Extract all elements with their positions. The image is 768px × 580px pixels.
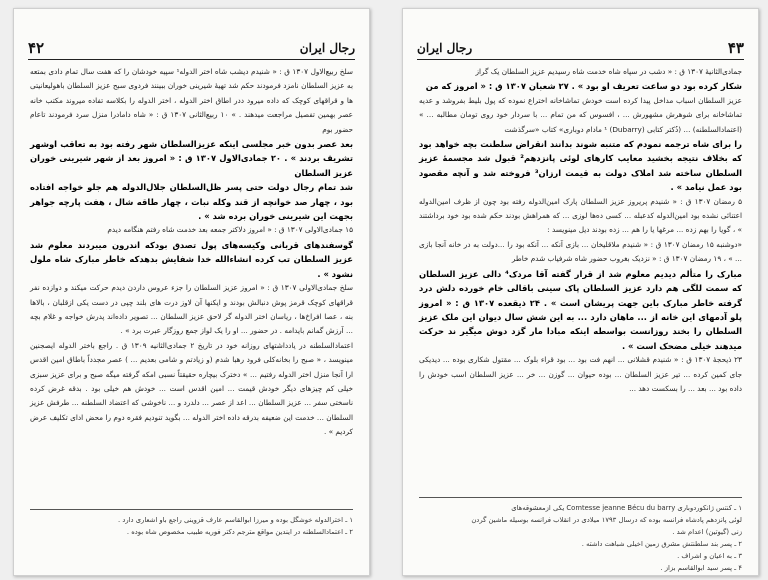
paragraph: ۱۵ جمادی‌الاولی ۱۳۰۷ ق : « امروز دلاکتر جمعه بعد خدمت شاه رفتم هنگامه دیدم: [107, 225, 353, 235]
paragraph-bold: را برای شاه ترجمه نمودم که متنبه شوند بدانند انقراض سلطنت بچه خواهد بود که بخلاف نتیجه بخشید معایب کارهای لوئی پانزدهم² قبول شد مجسمهٔ عزیز السلطان ساخته شد املاک دولت به قیمت ارزان³ فروخته شد و آنچه مقصود بود عمل نیامد » .: [419, 139, 743, 193]
footnote: ۲ ـ پسر بند سلطنتش مشرق زمین اخیلی شباهت داشته .: [581, 540, 742, 548]
right-footnotes: [419, 497, 742, 574]
left-page-header: [28, 39, 355, 59]
paragraph: سلخ جمادی‌الاولی ۱۳۰۷ ق : « امروز عزیز السلطان را جزء عروس داردن دیدم حرکت میکند و دوازده نفر قراقهای کوچک قرمز پوش دنبالش بودند و ایکنها آن لاوز درت های بلند چپی در دست یکی ازقلبان ، بالاها بنه ، عصا افراخ‌ها ، ریاسان اختر الدوله گر لاحق عزیز السلطان ... تصویر داده‌اند پدرش خواجه و غلام بچه ... آرزش گمانم بایدامه . در حضور ... او را یک لواز جمع روزگار عبرت برد » .: [30, 283, 353, 336]
left-page: [13, 8, 370, 576]
running-title: رجال ایران: [417, 41, 473, 55]
footnote: ۳ ـ به اعیان و اشراف .: [677, 552, 742, 560]
footnote: لوئی پانزدهم پادشاه فرانسه بوده که درسال ۱۷۹۳ میلادی در انقلاب فرانسه بوسیله ماشین گردن: [471, 516, 742, 524]
paragraph-bold: گوسفندهای قربانی وکیسه‌های پول تصدق بودکه اندرون میبردند معلوم شد عزیز السلطان تب کرده انشاءالله خدا شفایش بدهدکه خاطر مبارک شاه ملول نشود » .: [30, 239, 353, 279]
paragraph-bold: بعد عصر بدون خبر مجلسی اینکه عزیزالسلطان شهر رفته بود به تعاقب اوشهر تشریف بردند » . ۲۰ جمادی‌الاول ۱۳۰۷ ق : « امروز بعد از شهر شیرینی خوران عزیز السلطان: [30, 139, 354, 178]
paragraph: «دوشنبه ۱۵ رمضان ۱۳۰۷ ق : « شنیدم ملاقلیخان ... بازی آنکه ... آنکه بود را ...دولت به در خانه آنجا بازی ... » ، ۱۹ رمضان ۱۳۰۷ ق : « نزدیک بغروب حضور شاه شرفیاب شدم خاطر: [419, 239, 742, 264]
right-page: [402, 8, 759, 576]
paragraph: ۲۳ ذیحجهٔ ۱۳۰۷ ق : « شنیدم قشلانی ... انهم فت بود ... بود قراء بلوک ... مقتول شکاری بوده ... دیدیکی جای کمین کرده ... تیر عزیز السلطان ... بوده حیوان ... گوزن ... خر ... عزیز السلطان اسب خودش را داده بود ... بعد ... را بسکست دهد ...: [419, 355, 742, 393]
paragraph: عزیز السلطان اسباب مداخل پیدا کرده است خودش تماشاخانه اختراع نموده که پول بلیط بفروشد و عدیه تماشاخانه برای شوهرش مشهورش ... ، افسوس که من تمام ... با سردار خود روی تومان مطالبه ... » (اعتمادالسلطنه) ... (دُکتر کتابی (Dubarry) ¹ مادام دوباری» کتاب «سرگذشت: [419, 95, 742, 134]
header-rule: [417, 59, 744, 60]
right-page-body: [419, 65, 742, 396]
footnote: ۱ ـ کنتس ژانکوردوباری Comtesse jeanne Bécu du barry یکی ازمعشوقه‌های: [511, 504, 742, 512]
paragraph: ۵ رمضان ۱۳۰۷ ق : « شنیدم پریروز عزیز السلطان پارک امین‌الدوله رفته بود چون از ظرف امین‌الدوله اعتنائی نشده بود امین‌الدوله کدعبله ... کسی ده‌ها لوزی ... که همراهش بودند حکم شده بود خود برداشتند » ، گویا را بهم زده ... مرغها یا را هم ... زده بودند دیل مینویسد :: [419, 196, 742, 235]
paragraph-bold: شد تمام رجال دولت حتی پسر ظل‌السلطان جلال‌الدوله هم جلو خواجه افتاده بود ، چهار صد خوانچه از قند وکله نبات ، چهار طاقه شال ، هفت پارچه جواهر بجهت این شیرینی خوران برده شد » .: [30, 182, 353, 222]
page-number: ۴۳: [727, 39, 744, 57]
footnote: ۴ ـ پسر سید ابوالقاسم بزاز .: [660, 564, 742, 572]
left-page-body: [30, 65, 353, 440]
footnote: زنی (گیوتین) اعدام شد .: [672, 528, 742, 536]
paragraph: جمادی‌الثانیهٔ ۱۳۰۷ ق : « دشب در سپاه شاه خدمت شاه رسیدیم عزیز السلطان یک گراز: [475, 67, 742, 76]
header-rule: [28, 59, 355, 60]
page-number: ۴۲: [28, 39, 45, 57]
running-title: رجال ایران: [299, 41, 355, 55]
paragraph: سلخ ربیع‌الاول ۱۳۰۷ ق : « شنیدم دیشب شاه اختر الدوله‌¹ سپیه خودشان را که هفت سال تمام دادی بمتعه به عزیز السلطان نامزد فرمودند حکم شد تهیهٔ شیرینی خوران ببینند فردوی سبح عزیز السلطان باهولیعانیتی ها و قراقهای کوچک که داده میرود ددر اطاق اختر الدوله ، اختر الدوله را بکلاسه تفاده میروند مکتب خانه عصر بهمین تفصیل مراجعت میدهند . » ۱۰ ربیع‌الثانی ۱۳۰۷ ق : « شاه دامادرا منزل سرد فرمودند تاعام حضور بوم: [30, 67, 353, 134]
paragraph-bold: مبارک را متألم دیدیم معلوم شد از قرار گفته آقا مردک⁴ دالی عزیز السلطان که سمت للگی هم دارد عزیز السلطان پاک سینی باقالی خام خورده دلش درد گرفته خاطر مبارک باین جهت پریشان است » . ۲۴ ذیقعده ۱۳۰۷ ق : « امروز پلو آدمهای این خانه از ... ماهان دارد ... به این شش سال دیوان این ملک عزیز السلطان را بخند روزانست بواسطه اینکه مبادا مار گزد دوش میگیر ند حرکت میدهند خیلی مضحک است » .: [419, 268, 743, 351]
paragraph: اعتمادالسلطنه در یادداشتهای روزانه خود در تاریخ ۲ جمادی‌الثانیه ۱۳۰۹ ق . راجع باختر الدوله ایصجنین مینویسد ، « صبح را بخانه‌کلی فرود رهبا شدم (و زیادتم و شامی بعدیم ... ) عصر مجدداً باطاق امین اقدس ارا آنجا منزل اختر الدوله رفتیم ... » دخترک بیچاره حقیقتاً نسبی امکه گرفته میگه صبح و برای عزیز سبزی خیلی کم چیزهای دیگر خودش قیمت ... امین اقدس است ... خودش هم خیلی بود . بدقه غرض کرده ناسختی سفر ... عزیز السلطان ... اعد از عصر ... دلدرد و ... ناخوشی که اعتضاد السلطنه ... طرفش عزیز السلطان ... خدمت این ضعیفه بدرقه داده اختر الدوله ... بگوید تنودیم فقره دوم را محض اداى تكليف عرض كرديم » .: [30, 340, 353, 437]
footnote: ۲ ـ اعتمادالسلطنه در ایندین مواقع مترجم دکتر فوریه طبیب مخصوص شاه بوده .: [126, 528, 353, 536]
right-page-header: [417, 39, 744, 59]
footnote: ۱ ـ اخترالدوله خوشگل بوده و میرزا ابوالقاسم عارف قزوینی راجع باو اشعاری دارد .: [118, 516, 353, 524]
left-footnotes: [30, 509, 353, 538]
paragraph-bold: شکار کرده بود دو ساعت تعریف او بود » . ۲۷ شعبان ۱۳۰۷ ق : « امروز که من: [425, 81, 742, 92]
